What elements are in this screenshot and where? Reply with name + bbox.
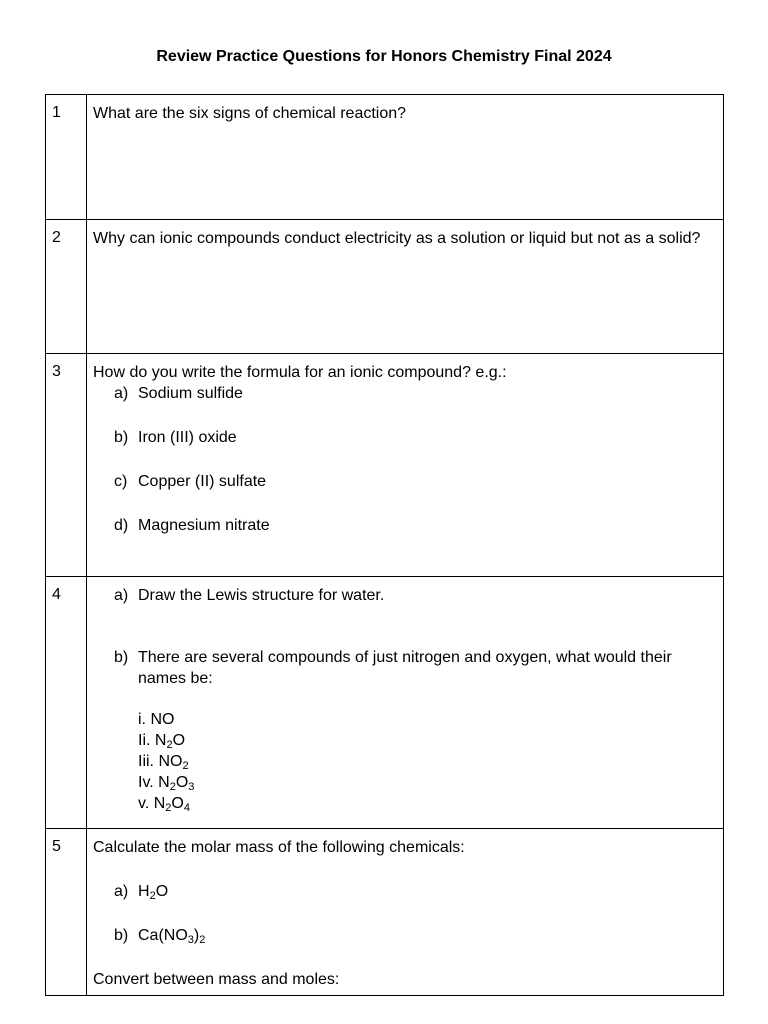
question-row-2 bbox=[46, 220, 724, 354]
question-number: 2 bbox=[46, 220, 87, 354]
compound-prefix: i. bbox=[138, 711, 151, 728]
compound-prefix: Ii. bbox=[138, 732, 155, 749]
item-text: Draw the Lewis structure for water. bbox=[138, 587, 385, 604]
item-label: b) bbox=[114, 429, 129, 446]
item-label: c) bbox=[114, 473, 128, 490]
chem-formula: $H_2O$ bbox=[138, 883, 169, 902]
compound-list bbox=[93, 709, 717, 814]
list-item bbox=[93, 427, 717, 448]
document-title: Review Practice Questions for Honors Chemistry Final 2024 bbox=[156, 48, 612, 65]
list-item bbox=[93, 881, 717, 902]
item-label: a) bbox=[114, 883, 129, 900]
item-label: b) bbox=[114, 649, 129, 666]
question-cell bbox=[87, 95, 724, 220]
chem-formula: $Ca(NO_3)_2$ bbox=[138, 927, 206, 946]
list-item bbox=[93, 647, 717, 689]
compound-item bbox=[138, 793, 717, 814]
list-item bbox=[93, 925, 717, 946]
chem-formula: $N_2O_3$ bbox=[158, 774, 195, 793]
compound-item bbox=[138, 709, 717, 730]
question-number: 5 bbox=[46, 829, 87, 996]
item-label: b) bbox=[114, 927, 129, 944]
item-text: Magnesium nitrate bbox=[138, 517, 270, 534]
list-item bbox=[93, 585, 717, 606]
item-label: d) bbox=[114, 517, 129, 534]
item-text: There are several compounds of just nitrogen and oxygen, what would their names be: bbox=[138, 649, 672, 687]
chem-formula: $NO_2$ bbox=[158, 753, 189, 772]
question-number: 4 bbox=[46, 577, 87, 829]
question-number: 1 bbox=[46, 95, 87, 220]
item-label: a) bbox=[114, 385, 129, 402]
chem-formula: NO bbox=[150, 711, 175, 728]
question-number: 3 bbox=[46, 354, 87, 577]
list-item bbox=[93, 383, 717, 404]
questions-table bbox=[45, 94, 724, 996]
question-cell bbox=[87, 829, 724, 996]
item-label: a) bbox=[114, 587, 129, 604]
compound-prefix: Iii. bbox=[138, 753, 159, 770]
item-text: Sodium sulfide bbox=[138, 385, 243, 402]
question-row-3 bbox=[46, 354, 724, 577]
chem-formula: $N_2O$ bbox=[154, 732, 186, 751]
compound-prefix: Iv. bbox=[138, 774, 159, 791]
question-row-4 bbox=[46, 577, 724, 829]
question-cell bbox=[87, 220, 724, 354]
compound-item bbox=[138, 772, 717, 793]
list-item bbox=[93, 515, 717, 536]
item-text: Iron (III) oxide bbox=[138, 429, 237, 446]
question-row-5 bbox=[46, 829, 724, 996]
question-text: What are the six signs of chemical reaction? bbox=[93, 105, 407, 122]
item-text: Copper (II) sulfate bbox=[138, 473, 267, 490]
question-row-1 bbox=[46, 95, 724, 220]
compound-prefix: v. bbox=[138, 795, 154, 812]
question-text: How do you write the formula for an ionic compound? e.g.: bbox=[93, 364, 507, 381]
question-cell bbox=[87, 577, 724, 829]
question-text: Why can ionic compounds conduct electricity as a solution or liquid but not as a solid? bbox=[93, 230, 701, 247]
compound-item bbox=[138, 730, 717, 751]
chem-formula: $N_2O_4$ bbox=[153, 795, 190, 814]
question-cell bbox=[87, 354, 724, 577]
question-footer-text: Convert between mass and moles: bbox=[93, 971, 340, 988]
compound-item bbox=[138, 751, 717, 772]
question-text: Calculate the molar mass of the following chemicals: bbox=[93, 839, 465, 856]
list-item bbox=[93, 471, 717, 492]
